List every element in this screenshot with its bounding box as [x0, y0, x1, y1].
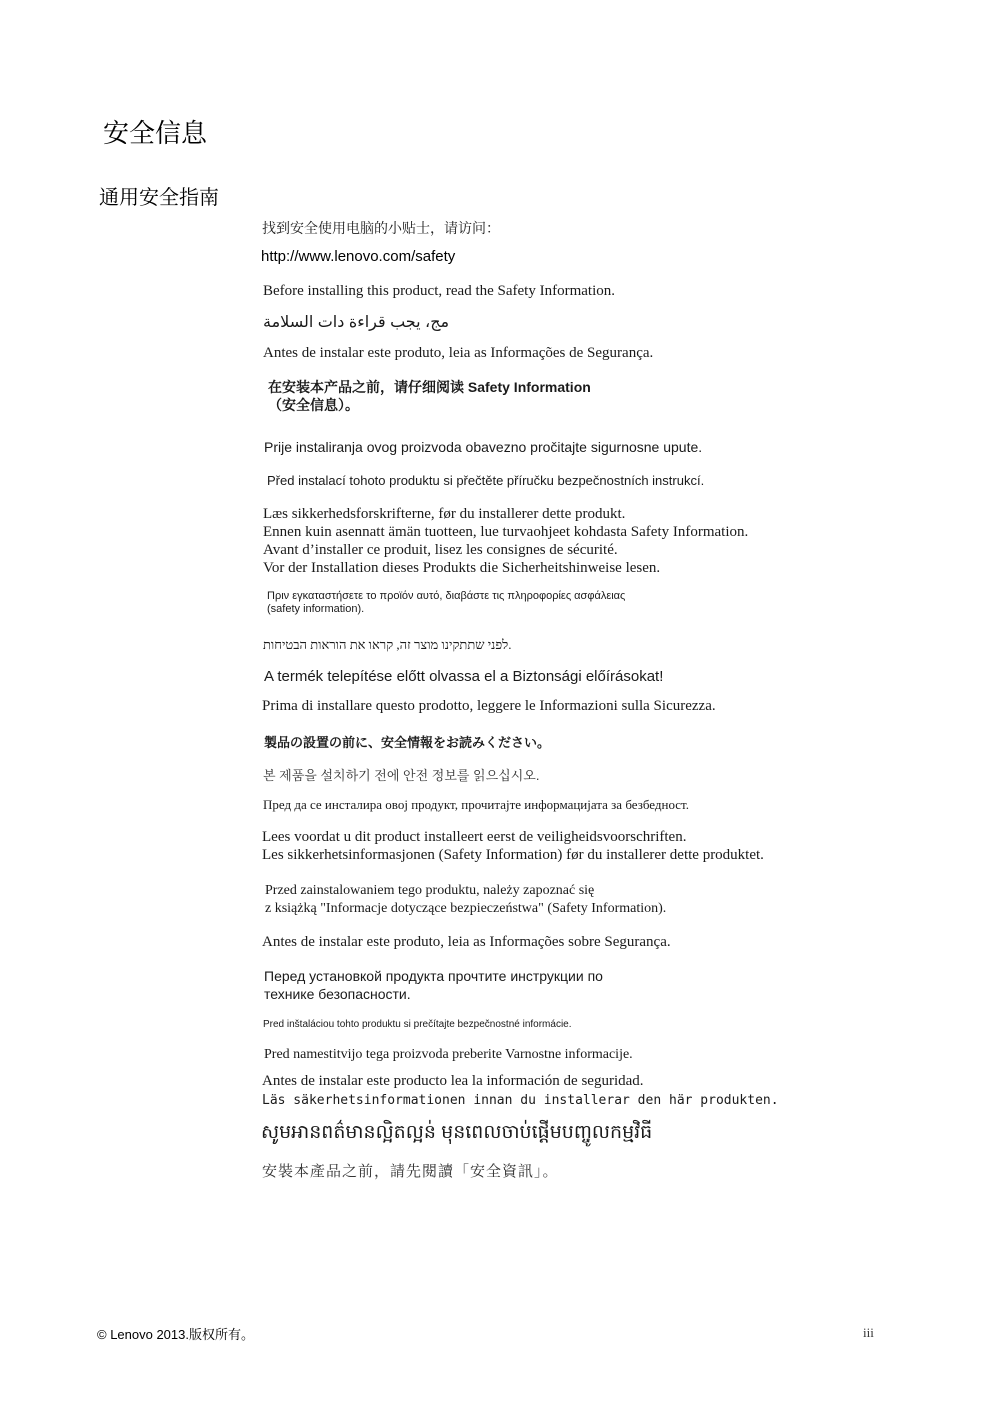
- notice-japanese: 製品の設置の前に、安全情報をお読みください。: [264, 735, 551, 750]
- notice-hebrew: לפני שתתקינו מוצר זה, קראו את הוראות הבטיחות.: [263, 637, 512, 652]
- page-number: iii: [863, 1325, 874, 1340]
- notice-arabic: مج، يجب قراءة دات السلامة: [263, 314, 450, 331]
- notice-hungarian: A termék telepítése előtt olvassa el a Biztonsági előírásokat!: [264, 668, 664, 685]
- intro-text: 找到安全使用电脑的小贴士，请访问：: [262, 222, 500, 237]
- notice-croatian: Prije instaliranja ovog proizvoda obavezno pročitajte sigurnosne upute.: [264, 439, 703, 455]
- notice-italian: Prima di installare questo prodotto, leggere le Informazioni sulla Sicurezza.: [262, 698, 716, 714]
- notice-dutch-norwegian: Lees voordat u dit product installeert eerst de veiligheidsvoorschriften. Les sikkerhetsinformasjonen (Safety Information) før du installerer dette produktet.: [262, 829, 764, 863]
- notice-chinese-traditional: 安裝本產品之前，請先閱讀「安全資訊」。: [262, 1164, 559, 1180]
- notice-macedonian: Пред да се инсталира овој продукт, прочитајте информацијата за безбедност.: [263, 797, 689, 812]
- safety-url[interactable]: http://www.lenovo.com/safety: [261, 248, 456, 265]
- page-title: 安全信息: [103, 118, 208, 148]
- notice-slovak: Pred inštaláciou tohto produktu si prečítajte bezpečnostné informácie.: [263, 1019, 572, 1030]
- notice-spanish: Antes de instalar este producto lea la información de seguridad.: [262, 1073, 644, 1089]
- notice-korean: 본 제품을 설치하기 전에 안전 정보를 읽으십시오.: [263, 768, 540, 783]
- notice-swedish: Läs säkerhetsinformationen innan du installerar den här produkten.: [262, 1093, 779, 1108]
- notice-chinese-simplified: 在安装本产品之前，请仔细阅读 Safety Information （安全信息）。: [268, 379, 591, 413]
- notice-portuguese-br: Antes de instalar este produto, leia as Informações de Segurança.: [263, 345, 654, 361]
- notice-greek: Πριν εγκαταστήσετε το προϊόν αυτό, διαβάστε τις πληροφορίες ασφάλειας (safety information).: [267, 590, 626, 615]
- notice-portuguese: Antes de instalar este produto, leia as Informações sobre Segurança.: [262, 934, 671, 950]
- notice-english: Before installing this product, read the Safety Information.: [263, 283, 615, 299]
- notice-polish: Przed zainstalowaniem tego produktu, należy zapoznać się z książką "Informacje dotyczące bezpieczeństwa" (Safety Information).: [265, 883, 667, 916]
- notice-czech: Před instalací tohoto produktu si přečtěte příručku bezpečnostních instrukcí.: [267, 473, 705, 488]
- notice-russian: Перед установкой продукта прочтите инструкции по технике безопасности.: [264, 968, 603, 1002]
- notice-nordic-french-german: Læs sikkerhedsforskrifterne, før du installerer dette produkt. Ennen kuin asennatt ämän tuotteen, lue turvaohjeet kohdasta Safety Information. Avant d’installer ce produit, lisez les consignes de sécurité. Vor der Installation dieses Produkts die Sicherheitshinweise lesen.: [263, 506, 749, 576]
- notice-slovenian: Pred namestitvijo tega proizvoda preberite Varnostne informacije.: [264, 1047, 633, 1062]
- footer-copyright: © Lenovo 2013.版权所有。: [97, 1327, 254, 1342]
- section-title: 通用安全指南: [99, 187, 219, 209]
- notice-khmer: សូមអានពត៌មានល្អិតល្អន់ មុនពេលចាប់ផ្តើមបញ្ចូលកម្មវិធី: [261, 1122, 653, 1143]
